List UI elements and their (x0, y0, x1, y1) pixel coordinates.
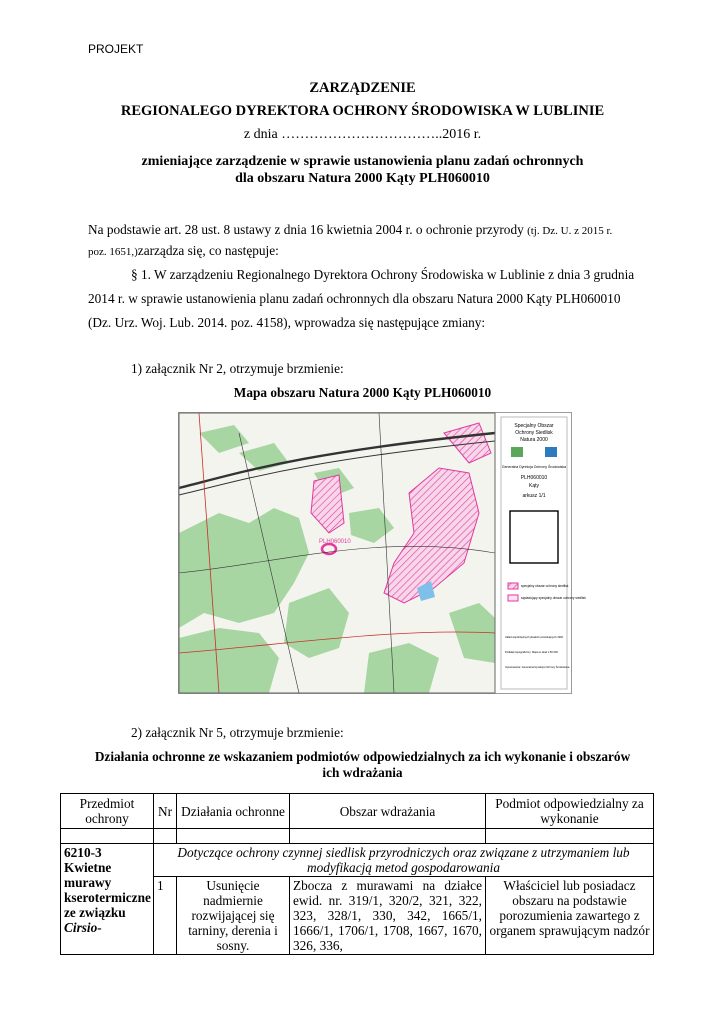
table-header-row (61, 794, 654, 829)
doc-authority: REGIONALEGO DYREKTORA OCHRONY ŚRODOWISKA W LUBLINIE (120, 103, 605, 119)
row-area: Zbocza z murawami na działce ewid. nr. 319/1, 320/2, 321, 322, 323, 328/1, 330, 342, 1665/1, 1666/1, 1706/1, 1708, 1667, 1670, 326, 336, (290, 877, 486, 955)
legend-title-3: Natura 2000 (520, 437, 548, 443)
header-responsible: Podmiot odpowiedzialny za wykonanie (486, 794, 654, 829)
legend-item-2: sąsiadujący specjalny obszar ochrony siedlisk (521, 596, 586, 600)
natura-map (178, 412, 586, 694)
header-nr: Nr (154, 794, 177, 829)
header-subject: Przedmiot ochrony (61, 794, 154, 829)
doc-subject-2: dla obszaru Natura 2000 Kąty PLH060010 (235, 171, 490, 186)
row-action: Usunięcie nadmiernie rozwijającej się tarniny, derenia i sosny. (177, 877, 290, 955)
doc-subject-1: zmieniające zarządzenie w sprawie ustanowienia planu zadań ochronnych (141, 154, 584, 169)
map-legend (501, 417, 586, 689)
doc-title: ZARZĄDZENIE (309, 80, 416, 96)
legend-note-1: Układ współrzędnych płaskich prostokątnych 1992 (505, 636, 563, 639)
list-item-1: 1) załącznik Nr 2, otrzymuje brzmienie: (131, 361, 344, 376)
row-responsible: Właściciel lub posiadacz obszaru na podstawie porozumienia zawartego z organem sprawującym nadzór (486, 877, 654, 955)
legend-code: PLH060010 (520, 475, 548, 481)
project-label: PROJEKT (88, 42, 144, 56)
doc-date: z dnia ……………………………..2016 r. (243, 127, 482, 142)
map-caption: Mapa obszaru Natura 2000 Kąty PLH060010 (233, 385, 492, 400)
legend-sheet: arkusz 1/1 (522, 493, 546, 499)
map-graphic (179, 413, 586, 693)
legend-title-1: Specjalny Obszar (514, 423, 554, 429)
legend-authority: Generalna Dyrekcja Ochrony Środowiska (501, 465, 567, 469)
legend-note-2: Podkład topograficzny: Mapa w skali 1:50 000 (505, 651, 558, 654)
row-nr: 1 (154, 877, 177, 955)
legend-title-2: Ochrony Siedlisk (515, 430, 553, 436)
header-actions: Działania ochronne (177, 794, 290, 829)
paragraph-1-line1: § 1. W zarządzeniu Regionalnego Dyrektora Ochrony Środowiska w Lublinie z dnia 3 grudnia (131, 267, 635, 282)
table-group-row (61, 844, 654, 877)
legend-item-1: specjalny obszar ochrony siedlisk (521, 584, 569, 588)
subject-cell: 6210-3 Kwietne murawy kserotermiczne ze związku Cirsio- (61, 844, 154, 955)
table-spacer-row (61, 829, 654, 844)
legal-basis-cont: poz. 1651,)zarządza się, co następuje: (88, 243, 279, 258)
header-area: Obszar wdrażania (290, 794, 486, 829)
legal-basis: Na podstawie art. 28 ust. 8 ustawy z dnia 16 kwietnia 2004 r. o ochronie przyrody (tj. Dz. U. z 2015 r. (88, 222, 613, 237)
legend-note-3: Opracowanie: Generalna Dyrekcja Ochrony Środowiska (505, 666, 570, 669)
legend-swatch-2 (508, 595, 518, 601)
table-title-2: ich wdrażania (322, 765, 403, 780)
list-item-2: 2) załącznik Nr 5, otrzymuje brzmienie: (131, 725, 344, 740)
legend-swatch-1 (508, 583, 518, 589)
site-label: PLH060010 (319, 539, 351, 545)
legend-name: Kąty (528, 483, 540, 489)
group-note: Dotyczące ochrony czynnej siedlisk przyrodniczych oraz związane z utrzymaniem lub modyfikacją metod gospodarowania (154, 844, 654, 877)
paragraph-1-line3: (Dz. Urz. Woj. Lub. 2014. poz. 4158), wprowadza się następujące zmiany: (88, 315, 486, 330)
paragraph-1-line2: 2014 r. w sprawie ustanowienia planu zadań ochronnych dla obszaru Natura 2000 Kąty PLH060010 (88, 291, 621, 306)
table-title-1: Działania ochronne ze wskazaniem podmiotów odpowiedzialnych za ich wykonanie i obszarów (94, 749, 631, 764)
actions-table (60, 793, 654, 955)
